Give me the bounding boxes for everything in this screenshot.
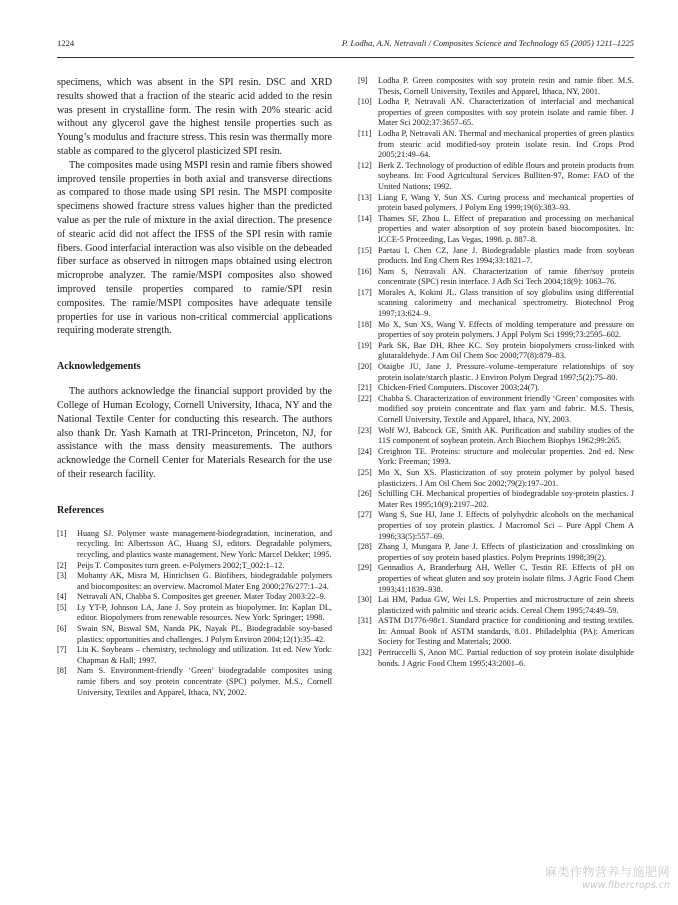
reference-number: [32] bbox=[358, 648, 372, 658]
reference-text: Nam S. Environment-friendly ‘Green’ biodegradable composites using ramie fibers and soy protein concentrate (SPC) polymer. M.S., Cornell University, Textiles and Apparel, Ithaca, NY, 2002. bbox=[77, 666, 332, 697]
reference-number: [13] bbox=[358, 192, 372, 202]
reference-number: [18] bbox=[358, 319, 372, 329]
reference-item bbox=[358, 383, 634, 394]
reference-item bbox=[358, 394, 634, 426]
reference-item bbox=[358, 510, 634, 542]
reference-number: [30] bbox=[358, 595, 372, 605]
reference-item bbox=[358, 129, 634, 161]
reference-item bbox=[358, 288, 634, 320]
site-watermark bbox=[520, 863, 670, 891]
reference-text: Lai HM, Padua GW, Wei LS. Properties and microstructure of zein sheets plasticized with palmitic and stearic acids. Cereal Chem 1995;74:49–59. bbox=[378, 595, 634, 615]
reference-item bbox=[358, 595, 634, 616]
reference-text: Thames SF, Zhou L. Effect of preparation and processing on mechanical properties and water absorption of soy protein based biocomposites. In: ICCE-5 Proceeding, Las Vegas, 1998. p. 887–8. bbox=[378, 213, 634, 244]
reference-number: [11] bbox=[358, 128, 372, 138]
reference-text: Schilling CH. Mechanical properties of biodegradable soy-protein plastics. J Mater Res 1995;10(9):2197–202. bbox=[378, 489, 634, 509]
reference-item bbox=[358, 468, 634, 489]
reference-item bbox=[358, 161, 634, 193]
reference-number: [8] bbox=[57, 666, 67, 676]
reference-number: [19] bbox=[358, 340, 372, 350]
conclusion-paragraph-1: specimens, which was absent in the SPI resin. DSC and XRD results showed that a fraction of the stearic acid added to the resin was present in crystalline form. The resin with 20% stearic acid without any glycerol gave the highest tensile properties such as Young’s modulus and fracture stress. This resin was thermally more stable as compared to the glycerol plasticized SPI resin. bbox=[57, 77, 332, 157]
reference-text: Otaigbe JU, Jane J. Pressure–volume–temperature relationships of soy protein isolate/starch plastic. J Environ Polym Degrad 1997;5(2):75–80. bbox=[378, 362, 634, 382]
reference-number: [1] bbox=[57, 528, 67, 538]
reference-item bbox=[358, 246, 634, 267]
reference-text: Pertruccelli S, Anon MC. Partial reduction of soy protein isolate disulphide bonds. J Agric Food Chem 1995;43:2001–6. bbox=[378, 648, 634, 668]
reference-text: Park SK, Bae DH, Rhee KC. Soy protein biopolymers cross-linked with glutaraldehyde. J Am Oil Chem Soc 2000;77(8):879–83. bbox=[378, 340, 634, 361]
page-number: 1224 bbox=[57, 38, 75, 48]
reference-item bbox=[358, 426, 634, 447]
reference-number: [10] bbox=[358, 97, 372, 107]
running-header bbox=[57, 38, 634, 52]
reference-item bbox=[358, 489, 634, 510]
reference-text: Liang F, Wang Y, Sun XS. Curing process and mechanical properties of protein based polymers. J Polym Eng 1999;19(6):383–93. bbox=[378, 192, 634, 213]
reference-item bbox=[358, 616, 634, 648]
right-column bbox=[358, 76, 634, 669]
reference-text: Chabba S. Characterization of environment friendly ‘Green’ composites with modified soy protein concentrate and flax yarn and fabric. M.S. Thesis, Cornell University, Textile and Apparel, Ithaca, NY, 2003. bbox=[378, 393, 634, 424]
reference-item bbox=[358, 193, 634, 214]
reference-text: ASTM D1776-98ε1. Standard practice for conditioning and testing textiles. In: Annual Book of ASTM standards, 8.01. Philadelphia (PA): American Society for Testing and Materials; 2000. bbox=[378, 616, 634, 647]
acknowledgements-heading: Acknowledgements bbox=[57, 361, 141, 373]
reference-text: Creighton TE. Proteins: structure and molecular properties. 2nd ed. New York: Freeman; 1993. bbox=[378, 446, 634, 467]
reference-number: [14] bbox=[358, 213, 372, 223]
reference-item bbox=[358, 341, 634, 362]
reference-text: Morales A, Kokini JL. Glass transition of soy globulins using differential scanning calorimetry and mechanical spectrometry. Biotechnol Prog 1997;13:624–9. bbox=[378, 287, 634, 319]
reference-text: Nam S, Netravali AN. Characterization of ramie fiber/soy protein concentrate (SPC) resin interface. J Adh Sci Tech 2004;18(9): 1063–76. bbox=[378, 266, 634, 287]
header-rule bbox=[57, 57, 634, 58]
reference-number: [31] bbox=[358, 616, 372, 626]
reference-text: Peijs T. Composites turn green. e-Polymers 2002;T_002:1–12. bbox=[77, 560, 285, 570]
reference-text: Wolf WJ, Babcock GE, Smith AK. Purification and stability studies of the 11S component of soybean protein. Arch Biochem Biophys 1962;99:265. bbox=[378, 425, 634, 446]
reference-text: Swain SN, Biswal SM, Nanda PK, Nayak PL. Biodegradable soy-based plastics: opportunities and challenges. J Polym Environ 2004;12(1):35–42. bbox=[77, 624, 332, 644]
reference-item bbox=[358, 362, 634, 383]
reference-item bbox=[358, 648, 634, 669]
reference-number: [3] bbox=[57, 571, 67, 581]
reference-item bbox=[57, 571, 332, 592]
reference-number: [25] bbox=[358, 467, 372, 477]
reference-text: Mo X, Sun XS, Wang Y. Effects of molding temperature and pressure on properties of soy protein polymers. J Appl Polym Sci 1999;73:2595–602. bbox=[378, 319, 634, 340]
reference-number: [15] bbox=[358, 245, 372, 255]
reference-text: Huang SJ. Polymer waste management-biodegradation, incineration, and recycling. In: Albertsson AC, Huang SJ, editors. Degradable polymers, recycling, and plastics waste management. New York: Marcel Dekker; 1995. bbox=[77, 528, 332, 559]
reference-text: Lodha P, Netravali AN. Characterization of interfacial and mechanical properties of green composites with soy protein isolate and ramie fiber. J Mater Sci 2002;37:3657–65. bbox=[378, 97, 634, 128]
reference-number: [17] bbox=[358, 287, 372, 297]
reference-item bbox=[358, 76, 634, 97]
reference-item bbox=[57, 529, 332, 561]
reference-text: Lodha P, Netravali AN. Thermal and mechanical properties of green plastics from stearic acid modified-soy protein isolate resin. Ind Crops Prod 2005;21:49–64. bbox=[378, 128, 634, 160]
reference-text: Ly YT-P, Johnson LA, Jane J. Soy protein as biopolymer. In: Kaplan DL, editor. Biopolymers from renewable resources. New York: Springer; 1998. bbox=[77, 602, 332, 623]
reference-text: Mo X, Sun XS. Plasticization of soy protein polymer by polyol based plasticizers. J Am Oil Chem Soc 2002;79(2):197–201. bbox=[378, 467, 634, 488]
reference-text: Zhang J, Mungara P, Jane J. Effects of plasticization and crosslinking on properties of soy protein based plastics. Polym Preprints 1998;39(2). bbox=[378, 542, 634, 562]
reference-text: Gennadios A, Branderburg AH, Weller C, Testin RF. Effects of pH on properties of wheat gluten and soy protein isolate films. J Agric Food Chem 1993;41:1839–938. bbox=[378, 563, 634, 594]
reference-item bbox=[358, 97, 634, 129]
reference-number: [4] bbox=[57, 592, 67, 602]
reference-item bbox=[57, 592, 332, 603]
reference-list-left bbox=[57, 529, 332, 699]
reference-item bbox=[57, 645, 332, 666]
left-column bbox=[57, 76, 332, 698]
acknowledgements-text: The authors acknowledge the financial support provided by the College of Human Ecology, Cornell University, Ithaca, NY and the National Textile Center for conducting this research. The authors also thank Dr. Yash Kamath at TRI-Princeton, Princeton, NJ, for assistance with the mass density measurements. The authors acknowledge the Cornell Center for Materials Research for the use of their research facility. bbox=[57, 386, 332, 480]
reference-text: Berk Z. Technology of production of edible flours and protein products from soybeans. In: Food Agricultural Services Bulliten-97, Rome: FAO of the United Nations; 1992. bbox=[378, 160, 634, 191]
reference-number: [24] bbox=[358, 446, 372, 456]
reference-number: [23] bbox=[358, 425, 372, 435]
reference-item bbox=[358, 267, 634, 288]
reference-number: [6] bbox=[57, 624, 67, 634]
reference-text: Lodha P. Green composites with soy protein resin and ramie fiber. M.S. Thesis, Cornell University, Textiles and Apparel, Ithaca, NY, 2001. bbox=[378, 76, 634, 96]
reference-number: [28] bbox=[358, 542, 372, 552]
reference-text: Wang S, Sue HJ, Jane J. Effects of polyhydric alcohols on the mechanical properties of soy protein plastics. J Macromol Sci – Pure Appl Chem A 1996;33(5):557–69. bbox=[378, 510, 634, 541]
watermark-url: www.fibercrops.cn bbox=[582, 880, 670, 891]
reference-item bbox=[358, 563, 634, 595]
reference-number: [22] bbox=[358, 393, 372, 403]
reference-item bbox=[57, 603, 332, 624]
reference-item bbox=[57, 561, 332, 572]
watermark-text: 麻类作物营养与施肥网 bbox=[544, 865, 670, 879]
reference-text: Paetau I, Chen CZ, Jane J. Biodegradable plastics made from soybean products. Ind Eng Chem Res 1994;33:1821–7. bbox=[378, 245, 634, 266]
reference-number: [27] bbox=[358, 510, 372, 520]
reference-number: [9] bbox=[358, 76, 368, 85]
reference-item bbox=[358, 447, 634, 468]
reference-number: [21] bbox=[358, 383, 372, 393]
reference-item bbox=[358, 542, 634, 563]
reference-text: Chicken-Fried Computers. Discover 2003;24(7). bbox=[378, 383, 540, 393]
reference-number: [2] bbox=[57, 560, 67, 570]
references-heading: References bbox=[57, 504, 104, 516]
reference-item bbox=[57, 666, 332, 698]
reference-text: Liu K. Soybeans – chemistry, technology and utilization. 1st ed. New York: Chapman & Hall; 1997. bbox=[77, 645, 332, 665]
reference-item bbox=[358, 214, 634, 246]
reference-text: Netravali AN, Chabba S. Composites get greener. Mater Today 2003:22–9. bbox=[77, 592, 326, 602]
reference-number: [29] bbox=[358, 563, 372, 573]
reference-list-right bbox=[358, 76, 634, 669]
reference-number: [20] bbox=[358, 362, 372, 372]
running-title: P. Lodha, A.N. Netravali / Composites Science and Technology 65 (2005) 1211–1225 bbox=[341, 38, 634, 48]
reference-number: [12] bbox=[358, 160, 372, 170]
reference-item bbox=[57, 624, 332, 645]
reference-number: [26] bbox=[358, 489, 372, 499]
reference-number: [5] bbox=[57, 602, 67, 612]
conclusion-paragraph-2: The composites made using MSPI resin and ramie fibers showed improved tensile properties in both axial and transverse directions as compared to those made using SPI resin. The MSPI composite specimens showed fracture stress values higher than the predicted value as per the rule of mixture in the axial direction. The presence of stearic acid did not affect the IFSS of the SPI resin with ramie fibers. Good interfacial interaction was also visible on the debeaded fiber surface as observed in nitrogen maps obtained using electron microprobe analyzer. The ramie/MSPI composites also showed improved tensile properties compared to ramie/SPI resin composites. The ramie/MSPI composites have adequate tensile properties for use in various non-critical commercial applications requiring moderate strength. bbox=[57, 159, 332, 337]
reference-item bbox=[358, 320, 634, 341]
reference-text: Mohanty AK, Misra M, Hinrichsen G. Biofibers, biodegradable polymers and biocomposites: an overview. Macromol Mater Eng 2000;276/277:1–24. bbox=[77, 571, 332, 591]
reference-number: [16] bbox=[358, 266, 372, 276]
reference-number: [7] bbox=[57, 645, 67, 655]
